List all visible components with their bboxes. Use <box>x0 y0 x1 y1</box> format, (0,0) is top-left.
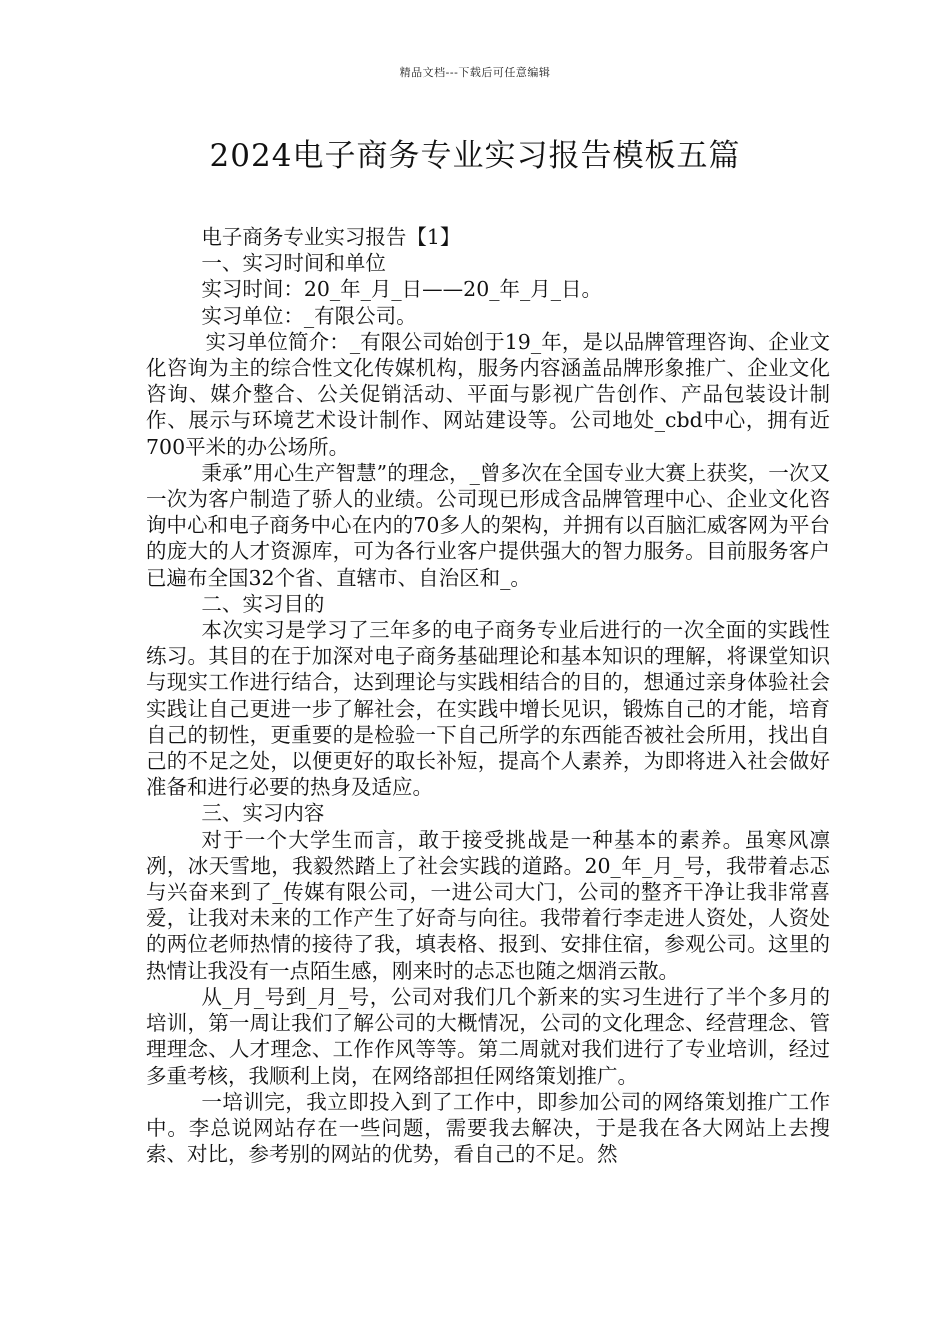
paragraph-unit-intro: 实习单位简介：_有限公司始创于19_年，是以品牌管理咨询、企业文化咨询为主的综合性文化传媒机构，服务内容涵盖品牌形象推广、企业文化咨询、媒介整合、公关促销活动、平面与影视广告创作、产品包装设计制作、展示与环境艺术设计制作、网站建设等。公司地处_cbd中心，拥有近700平米的办公场所。 <box>146 329 830 459</box>
internship-unit: 实习单位：_有限公司。 <box>201 303 417 328</box>
section-heading-time-unit: 一、实习时间和单位 <box>201 251 386 276</box>
report-heading: 电子商务专业实习报告【1】 <box>201 225 461 249</box>
paragraph-content-1: 对于一个大学生而言，敢于接受挑战是一种基本的素养。虽寒风凛冽，冰天雪地，我毅然踏上了社会实践的道路。20_年_月_号，我带着忐忑与兴奋来到了_传媒有限公司，一进公司大门，公司的整齐干净让我非常喜爱，让我对未来的工作产生了好奇与向往。我带着行李走进人资处，人资处的两位老师热情的接待了我，填表格、报到、安排住宿，参观公司。这里的热情让我没有一点陌生感，刚来时的忐忑也随之烟消云散。 <box>146 827 830 983</box>
section-heading-content: 三、实习内容 <box>201 801 325 826</box>
paragraph-content-2: 从_月_号到_月_号，公司对我们几个新来的实习生进行了半个多月的培训，第一周让我们了解公司的大概情况，公司的文化理念、经营理念、管理理念、人才理念、工作作风等等。第二周就对我们进行了专业培训，经过多重考核，我顺利上岗，在网络部担任网络策划推广。 <box>146 984 830 1088</box>
document-body <box>146 224 830 1167</box>
paragraph-purpose: 本次实习是学习了三年多的电子商务专业后进行的一次全面的实践性练习。其目的在于加深对电子商务基础理论和基本知识的理解，将课堂知识与现实工作进行结合，达到理论与实践相结合的目的，想通过亲身体验社会实践让自己更进一步了解社会，在实践中增长见识，锻炼自己的才能，培育自己的韧性，更重要的是检验一下自己所学的东西能否被社会所用，找出自己的不足之处，以便更好的取长补短，提高个人素养，为即将进入社会做好准备和进行必要的热身及适应。 <box>146 618 830 800</box>
document-title: 2024电子商务专业实习报告模板五篇 <box>209 138 741 174</box>
header-note: 精品文档---下载后可任意编辑 <box>399 66 551 79</box>
paragraph-philosophy: 秉承”用心生产智慧”的理念，_曾多次在全国专业大赛上获奖，一次又一次为客户制造了骄人的业绩。公司现已形成含品牌管理中心、企业文化咨询中心和电子商务中心在内的70多人的架构，并拥有以百脑汇威客网为平台的庞大的人才资源库，可为各行业客户提供强大的智力服务。目前服务客户已遍布全国32个省、直辖市、自治区和_。 <box>146 460 830 590</box>
internship-time: 实习时间：20_年_月_日——20_年_月_日。 <box>201 277 603 302</box>
paragraph-content-3: 一培训完，我立即投入到了工作中，即参加公司的网络策划推广工作中。李总说网站存在一些问题，需要我去解决，于是我在各大网站上去搜索、对比，参考别的网站的优势，看自己的不足。然 <box>146 1089 830 1167</box>
section-heading-purpose: 二、实习目的 <box>201 591 325 616</box>
